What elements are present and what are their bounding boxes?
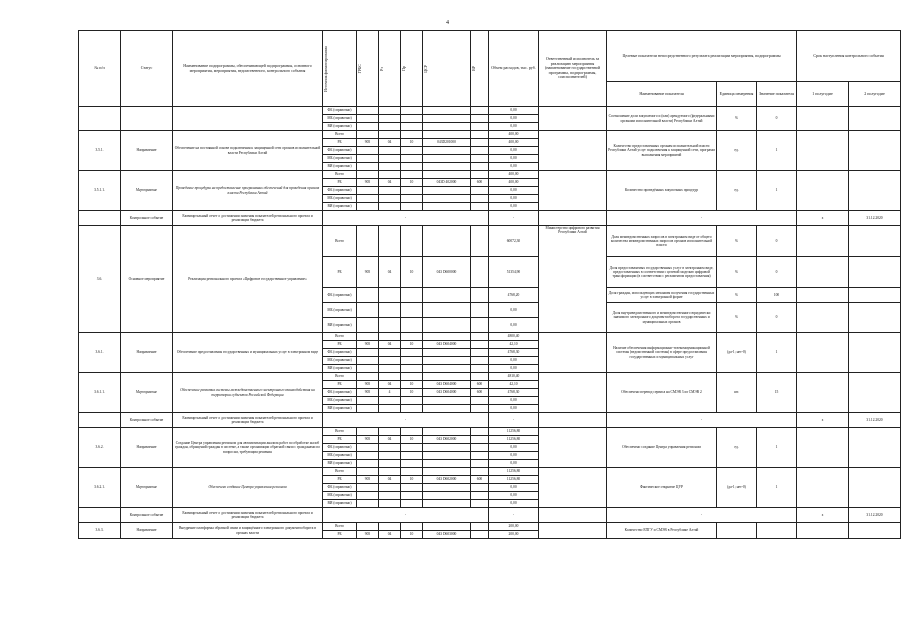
col-csr: ЦСР <box>423 31 471 107</box>
table-row: МБ (справочно) 0,00 <box>79 115 901 123</box>
header-row-1 <box>79 31 901 82</box>
table-row: РБ 905 04 10 043 D602000 11256,80 <box>79 436 901 444</box>
table-row: Контрольное событие Ежеквартальный отчет о достижении значения показателей регионального проекта и реализации бюджета - - - х 31.12.2020 <box>79 211 901 226</box>
table-row: МБ (справочно) 0,00 <box>79 452 901 460</box>
col-status: Статус <box>121 31 173 107</box>
table-row: ФБ (справочно) 0,00 <box>79 444 901 452</box>
table-row: 3.6.2.1. Мероприятие Обеспечено создание Центра управления регионом Всего 11256,80 Фактическое открытие ЦУР (да-1; нет-0) 1 <box>79 468 901 476</box>
table-row: РБ 905 04 10 043 D600000 51354,90 Доля предоставляемых государственных услуг в электронном виде, предоставленных в соответствии с целевой моделью цифровой трансформации (в соответствии с регламентом предоставления) % 0 <box>79 257 901 288</box>
col-fin-source: Источник финансирования <box>323 31 357 107</box>
table-row: МБ (справочно) 0,00 Доля внутриведомственного и межведомственного юридически значимого электронного документооборота государственных и муниципальных органов % 0 <box>79 303 901 318</box>
table-row: МБ (справочно) 0,00 <box>79 195 901 203</box>
table-row: ВИ (справочно) 0,00 <box>79 163 901 171</box>
col-indicator-name: Наименование показателя <box>607 82 717 107</box>
table-row: ВИ (справочно) 0,00 <box>79 123 901 131</box>
table-row: МБ (справочно) 0,00 <box>79 492 901 500</box>
table-row: РБ 905 04 10 043 D604000 600 42,10 <box>79 381 901 389</box>
col-results: Целевые показатели непосредственного результата реализации мероприятия, подпрограммы <box>607 31 797 82</box>
col-value: Значение показателя <box>757 82 797 107</box>
table-row: ВИ (справочно) 0,00 <box>79 405 901 413</box>
table-row: РБ 905 04 10 043D201000 400,00 <box>79 139 901 147</box>
table-row: ФБ (справочно) 4768,20 Доля граждан, использующих механизм получения государственных услуг в электронной форме % 100 <box>79 288 901 303</box>
table-row: Контрольное событие Ежеквартальный отчет о достижении значения показателей регионального проекта и реализации бюджета - - - х 31.12.2020 <box>79 413 901 428</box>
col-vr: ВР <box>471 31 489 107</box>
table-row: ФБ (справочно) 0,00 <box>79 147 901 155</box>
table-row: ВИ (справочно) 0,00 <box>79 318 901 333</box>
col-amount: Объем расходов, тыс. руб. <box>489 31 539 107</box>
table-row: ФБ (справочно) 0,00 Соотношение доли закупаемого и (или) арендуемого (федеральными органами исполнительной власти) Республики Алтай % 0 <box>79 107 901 115</box>
program-table <box>78 30 901 539</box>
table-row: 3.5.1. Направление Обеспечение на постоянной основе подключения к защищенной сети органов исполнительной власти Республики Алтай Всего 400,00 Количество предоставленных органам исполнительной власти Республики Алтай услуг подключения к защищенной сети, программ выполнения мероприятий ед. 1 <box>79 131 901 139</box>
table-row: РБ 905 04 10 043 D603000 200,00 <box>79 531 901 539</box>
table-row: 3.6.3. Направление Внедрение платформы обратной связи и защищённого электронного документооборота в органах власти Всего 200,00 Количество ЕПГУ и СМЭВ в Республике Алтай <box>79 523 901 531</box>
table-row: МБ (справочно) 0,00 <box>79 357 901 365</box>
table-row: ФБ (справочно) 0,00 <box>79 187 901 195</box>
table-row: ВИ (справочно) 0,00 <box>79 460 901 468</box>
table-row: ВИ (справочно) 0,00 <box>79 500 901 508</box>
col-half1: 1 полугодие <box>797 82 849 107</box>
col-unit: Единица измерения <box>717 82 757 107</box>
table-row: 3.5.1.1. Мероприятие Проведение процедуры на предоставление программных обеспечений для проведения органов власти Республики Алтай Всего 400,00 Количество проведённых закупочных процедур ед. 1 <box>79 171 901 179</box>
table-row: 3.6.1.1. Мероприятие Обеспечение развития системы межведомственного электронного взаимодействия на территории субъектов Российской Федерации Всего 4810,40 Обеспечено перевод сервиса на СМЭВ 3 из СМЭВ 2 шт. 15 <box>79 373 901 381</box>
col-grbs: ГРБС <box>357 31 379 107</box>
col-deadline: Срок наступления контрольного события <box>797 31 901 82</box>
table-row: МБ (справочно) 0,00 <box>79 155 901 163</box>
col-executor: Ответственный исполнитель за реализацию мероприятия (наименование государственной программы, подпрограммы, соисполнителей) <box>539 31 607 107</box>
table-row: Контрольное событие Ежеквартальный отчет о достижении значения показателей регионального проекта и реализации бюджета - - - х 31.12.2020 <box>79 508 901 523</box>
table-row: ВИ (справочно) 0,00 <box>79 203 901 211</box>
table-row: РБ 905 04 10 043 D604000 42,10 <box>79 341 901 349</box>
table-row: 3.6.2. Направление Создание Центра управления регионом для автоматизации анализа работ по обработке жалоб граждан, обращений граждан в системе, а также организации обратной связи с гражданами по вопросам, требующим решения Всего 11256,80 Обеспечено создание Центра управления регионом ед. 1 <box>79 428 901 436</box>
col-num: № п/п <box>79 31 121 107</box>
table-row: РБ 905 04 10 043D 402000 600 400,00 <box>79 179 901 187</box>
table-row: МБ (справочно) 0,00 <box>79 397 901 405</box>
col-pr: Пр <box>401 31 423 107</box>
table-row: ФБ (справочно) 4768,30 <box>79 349 901 357</box>
table-row: ВИ (справочно) 0,00 <box>79 365 901 373</box>
page-number: 4 <box>446 20 449 26</box>
table-row: 3.6. Основное мероприятие Реализация регионального проекта «Цифровое государственное управление» Всего 60072,30 Министерство цифрового развития Республики Алтай Доля межведомственных запросов в электронном виде от общего количества межведомственных запросов органов исполнительной власти % 0 <box>79 226 901 257</box>
table-row: 3.6.1. Направление Обеспечение предоставления государственных и муниципальных услуг в электронном виде Всего 4800,40 Наличие обеспечения информационно-телекоммуникационной системы (ведомственной системы) в сфере предоставления государственных и муниципальных услуг (да-1; нет-0) 1 <box>79 333 901 341</box>
table-row: РБ 905 04 10 043 D602000 600 11256,80 <box>79 476 901 484</box>
col-half2: 2 полугодие <box>849 82 901 107</box>
col-rz: Рз <box>379 31 401 107</box>
col-name: Наименование подпрограммы, обеспечивающей подпрограммы, основного мероприятия, мероприятия, ведомственного, контрольного события <box>173 31 323 107</box>
table-row: ФБ (справочно) 0,00 <box>79 484 901 492</box>
table-row: ФБ (справочно) 905 4 10 043 D604000 600 4768,30 <box>79 389 901 397</box>
